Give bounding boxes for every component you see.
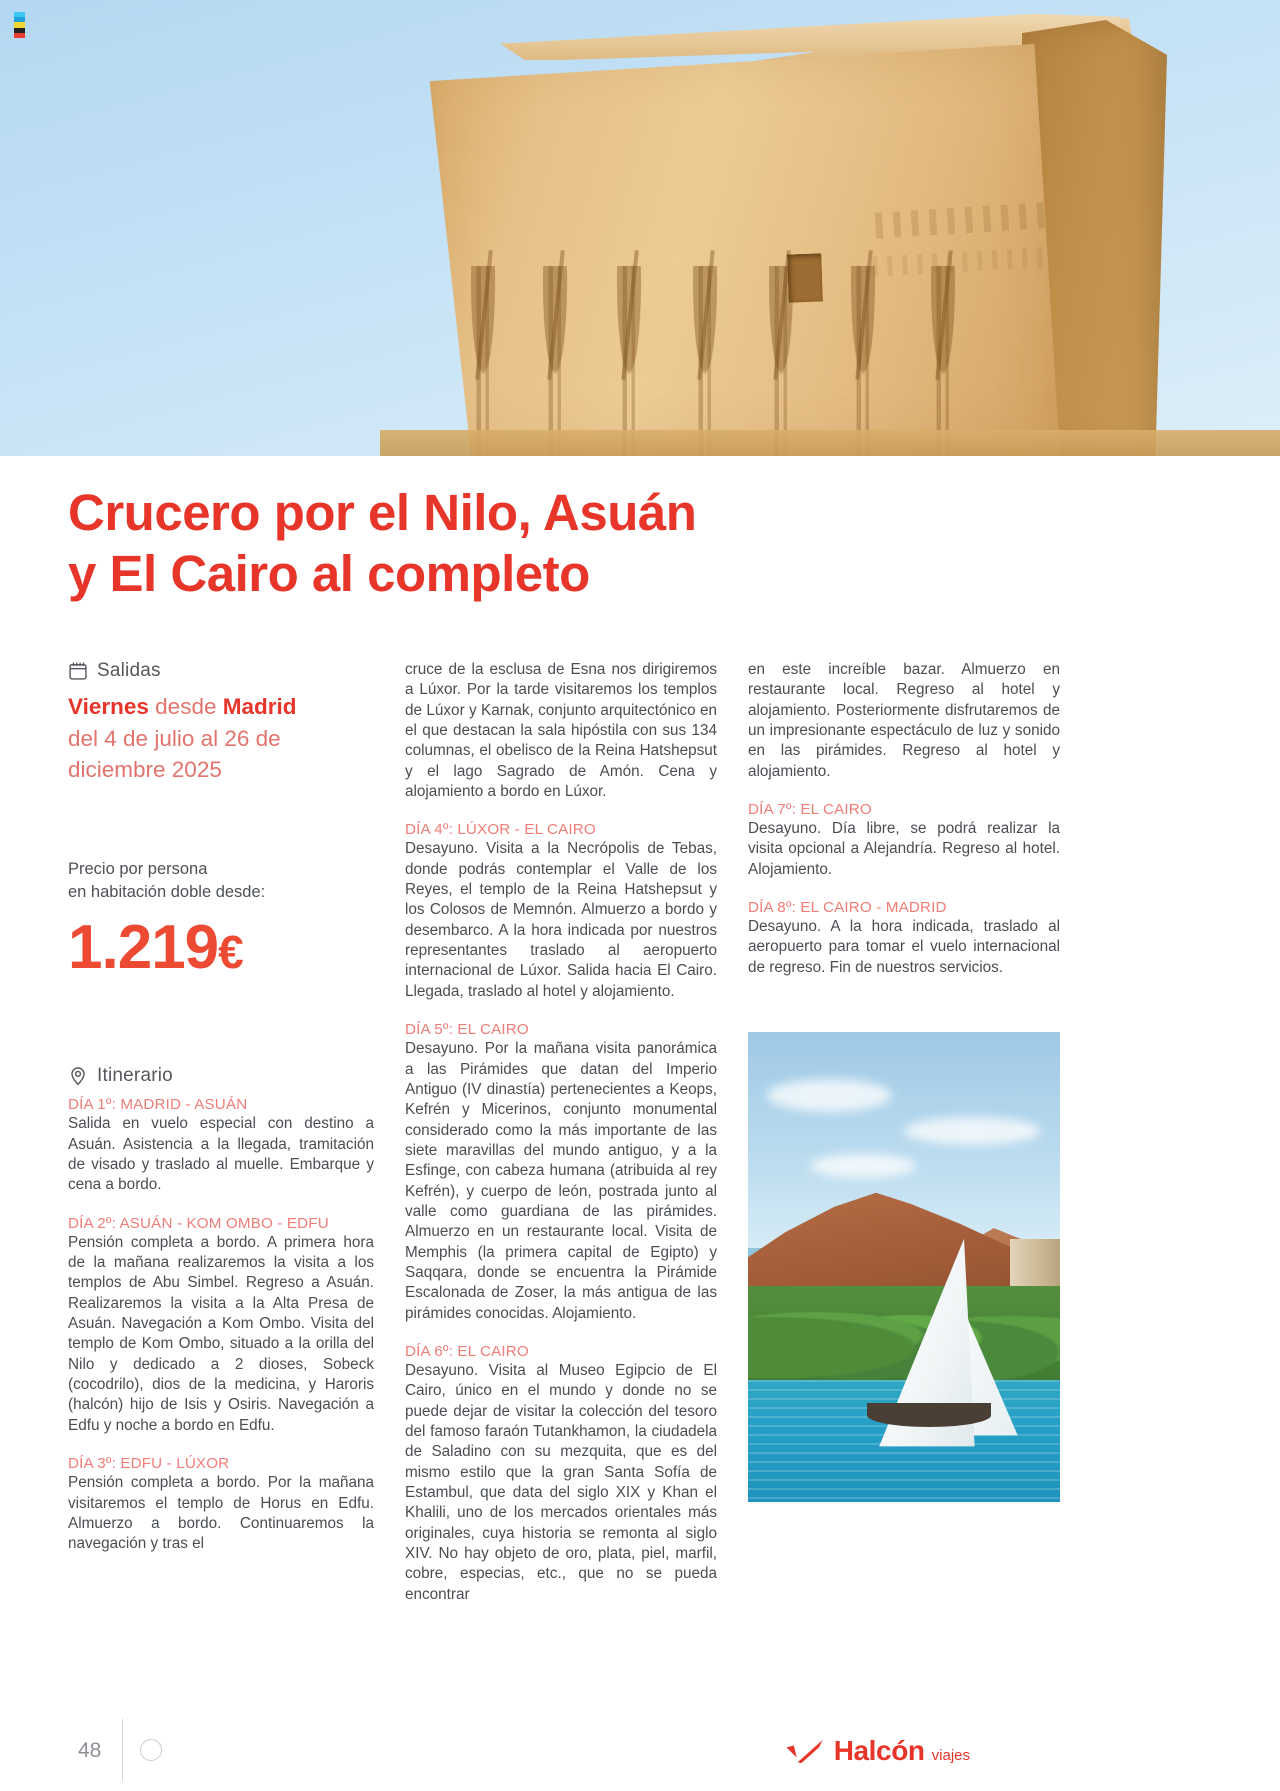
- footer-divider: [122, 1719, 123, 1781]
- page-number: 48: [78, 1739, 102, 1762]
- page-title-line-1: Crucero por el Nilo, Asuán: [68, 484, 697, 541]
- print-registration-mark: [14, 12, 25, 38]
- day-6-continuation: en este increíble bazar. Almuerzo en restaurante local. Regreso al hotel y alojamiento. Posteriormente disfrutaremos de un impresionante espectáculo de luz y sonido en las pirámides. Regreso al hotel y alojamiento.: [748, 661, 1060, 780]
- column-left: [68, 660, 374, 1555]
- brand-subtitle: viajes: [931, 1747, 970, 1764]
- price-label-line-2: en habitación doble desde:: [68, 883, 266, 902]
- day-3-continuation: cruce de la esclusa de Esna nos dirigiremos a Lúxor. Por la tarde visitaremos los templos de Lúxor y Karnak, conjunto arquitectónico en el que destacan la sala hipóstila con sus 134 columnas, el obelisco de la Reina Hatshepsut y el lago Sagrado de Amón. Cena y alojamiento a bordo en Lúxor.: [405, 661, 717, 801]
- price-amount: 1.219: [68, 913, 219, 983]
- day-body-8: Desayuno. A la hora indicada, traslado al aeropuerto para tomar el vuelo internacional de regreso. Fin de nuestros servicios.: [748, 918, 1060, 976]
- page-title-line-2: y El Cairo al completo: [68, 545, 590, 603]
- day-body-7: Desayuno. Día libre, se podrá realizar la visita opcional a Alejandría. Regreso al hotel. Alojamiento.: [748, 820, 1060, 878]
- departure-range: del 4 de julio al 26 de diciembre 2025: [68, 725, 281, 782]
- price-label: [68, 858, 374, 906]
- day-title-6: DÍA 6º: EL CAIRO: [405, 1342, 529, 1360]
- temple-window-notch: [787, 253, 823, 302]
- page-title: [68, 482, 968, 604]
- relief-figure: [840, 266, 886, 456]
- photo-cloud: [767, 1079, 892, 1112]
- relief-figure: [920, 266, 966, 456]
- temple-base: [380, 430, 1280, 456]
- day-body-2: Pensión completa a bordo. A primera hora de la mañana realizaremos la visita a los templos de Abu Simbel. Regreso a Asuán. Realizaremos la visita a la Alta Presa de Asuán. Navegación a Kom Ombo. Visita del templo de Kom Ombo, situado a la orilla del Nilo y dedicado a 2 dioses, Sobeck (cocodrilo), dios de la medicina, y Haroris (halcón) hijo de Isis y Osiris. Navegación a Edfu y noche a bordo en Edfu.: [68, 1233, 374, 1434]
- hero-image: [0, 0, 1280, 456]
- day-title-5: DÍA 5º: EL CAIRO: [405, 1021, 529, 1039]
- departures-header: [68, 660, 374, 682]
- day-title-3: DÍA 3º: EDFU - LÚXOR: [68, 1455, 230, 1473]
- brand-logo: [785, 1737, 970, 1765]
- price-currency: €: [218, 926, 243, 979]
- calendar-icon: [68, 661, 88, 681]
- page-footer: [0, 1705, 1280, 1791]
- day-title-2: DÍA 2º: ASUÁN - KOM OMBO - EDFU: [68, 1214, 329, 1232]
- day-body-4: Desayuno. Visita a la Necrópolis de Tebas, donde podrás contemplar el Valle de los Reyes, el templo de la Reina Hatshepsut y los Colosos de Memnón. Almuerzo a bordo y desembarco. A la hora indicada por nuestros representantes traslado al aeropuerto internacional de Lúxor. Salida hacia El Cairo. Llegada, traslado al hotel y alojamiento.: [405, 840, 717, 1000]
- day-body-6: Desayuno. Visita al Museo Egipcio de El Cairo, único en el mundo y donde no se puede dejar de visitar la colección del tesoro del famoso faraón Tutankhamon, la ciudadela de Saladino con su mezquita, que es del mismo estilo que la gran Santa Sofía de Estambul, que data del siglo XIX y Khan el Khalili, uno de los mercados orientales más originales, cuya historia se remonta al siglo XIV. No hay objeto de oro, plata, piel, marfil, cobre, especias, etc., que no se pueda encontrar: [405, 1361, 717, 1603]
- day-title-4: DÍA 4º: LÚXOR - EL CAIRO: [405, 821, 596, 839]
- day-body-1: Salida en vuelo especial con destino a Asuán. Asistencia a la llegada, tramitación de visado y traslado al muelle. Embarque y cena a bordo.: [68, 1115, 374, 1194]
- location-pin-icon: [68, 1066, 88, 1086]
- footer-circle-marker: [140, 1739, 162, 1761]
- price-label-line-1: Precio por persona: [68, 859, 208, 878]
- departures-label: Salidas: [97, 660, 161, 681]
- departure-connector: desde: [155, 694, 217, 719]
- column-right: [748, 660, 1060, 978]
- brand-name: Halcón: [833, 1735, 925, 1766]
- photo-felucca-hull: [867, 1403, 992, 1427]
- departure-day: Viernes: [68, 694, 149, 719]
- day-title-7: DÍA 7º: EL CAIRO: [748, 801, 872, 819]
- halcon-swoosh-icon: [785, 1739, 827, 1765]
- itinerary-header: [68, 1065, 374, 1087]
- price-value: [68, 913, 374, 983]
- day-title-1: DÍA 1º: MADRID - ASUÁN: [68, 1096, 248, 1114]
- relief-figure: [682, 266, 728, 456]
- day-title-8: DÍA 8º: EL CAIRO - MADRID: [748, 899, 947, 917]
- day-body-5: Desayuno. Por la mañana visita panorámica a las Pirámides que datan del Imperio Antiguo (IV dinastía) pertenecientes a Keops, Kefrén y Micerinos, conjunto monumental considerado como la más importante de las siete maravillas del mundo antiguo, y a la Esfinge, con cabeza humana (atribuida al rey Kefrén), y cuerpo de león, postrada junto al valle como guardiana de las pirámides. Almuerzo en un restaurante local. Visita de Memphis (la primera capital de Egipto) y Saqqara, donde se encuentra la Pirámide Escalonada de Zoser, la más antigua de las pirámides conocidas. Alojamiento.: [405, 1040, 717, 1322]
- nile-photo: [748, 1032, 1060, 1502]
- relief-figure: [532, 266, 578, 456]
- relief-figure: [606, 266, 652, 456]
- departures-info: [68, 691, 374, 786]
- temple-front-wall: [420, 44, 1060, 456]
- itinerary-label: Itinerario: [97, 1065, 173, 1087]
- photo-cloud: [904, 1117, 1041, 1145]
- departure-city: Madrid: [222, 694, 297, 719]
- photo-palm-trees: [748, 1286, 1060, 1389]
- photo-cloud: [810, 1154, 916, 1178]
- column-middle: [405, 660, 717, 1605]
- day-body-3: Pensión completa a bordo. Por la mañana visitaremos el templo de Horus en Edfu. Almuerzo a bordo. Continuaremos la navegación y tras el: [68, 1474, 374, 1553]
